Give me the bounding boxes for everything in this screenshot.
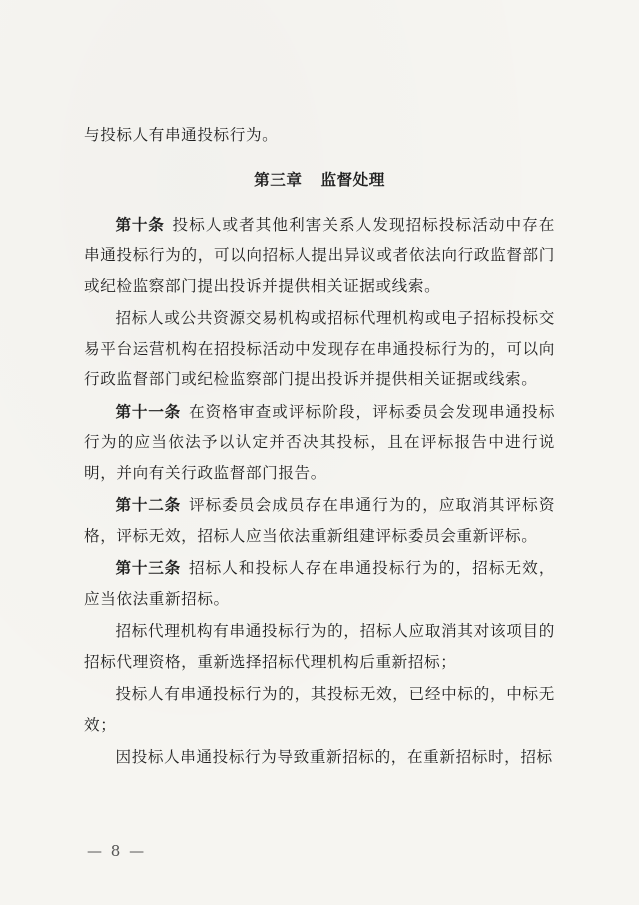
bidder-collusion-paragraph bbox=[84, 679, 555, 740]
article-text: 招标人和投标人存在串通投标行为的，招标无效，应当依法重新招标。 bbox=[84, 559, 556, 608]
article-label: 第十条 bbox=[115, 215, 165, 234]
article-text: 投标人或者其他利害关系人发现招标投标活动中存在串通投标行为的，可以向招标人提出异议或者依法向行政监督部门或纪检监察部门提出投诉并提供相关证据或线索。 bbox=[84, 215, 555, 295]
paragraph-text: 投标人有串通投标行为的，其投标无效，已经中标的，中标无效； bbox=[84, 685, 555, 734]
article-text: 评标委员会成员存在串通行为的，应取消其评标资格，评标无效，招标人应当依法重新组建评标委员会重新评标。 bbox=[84, 496, 556, 545]
carryover-paragraph: 与投标人有串通投标行为。 bbox=[84, 126, 279, 144]
article-12-paragraph bbox=[84, 490, 555, 551]
paragraph-text: 招标代理机构有串通投标行为的，招标人应取消其对该项目的招标代理资格，重新选择招标代理机构后重新招标； bbox=[84, 622, 555, 671]
chapter-number: 第三章 bbox=[254, 170, 303, 189]
paragraph-text: 因投标人串通投标行为导致重新招标的，在重新招标时，招标 bbox=[115, 748, 553, 766]
rebid-paragraph bbox=[84, 742, 555, 773]
article-11-paragraph bbox=[84, 397, 555, 489]
paragraph-text: 招标人或公共资源交易机构或招标代理机构或电子招标投标交易平台运营机构在招投标活动中发现存在串通投标行为的，可以向行政监督部门或纪检监察部门提出投诉并提供相关证据或线索。 bbox=[84, 309, 555, 388]
article-13-paragraph bbox=[84, 553, 555, 614]
article-10-second-paragraph bbox=[84, 303, 555, 395]
article-label: 第十三条 bbox=[115, 559, 181, 577]
page-number: — 8 — bbox=[87, 842, 147, 860]
article-label: 第十一条 bbox=[115, 402, 181, 421]
agency-collusion-paragraph bbox=[84, 616, 555, 677]
article-text: 在资格审查或评标阶段，评标委员会发现串通投标行为的应当依法予以认定并否决其投标，且在评标报告中进行说明，并向有关行政监督部门报告。 bbox=[84, 402, 556, 482]
chapter-title: 监督处理 bbox=[320, 170, 385, 189]
document-body bbox=[84, 120, 555, 773]
article-10-paragraph bbox=[84, 210, 555, 302]
chapter-heading bbox=[84, 165, 555, 195]
article-label: 第十二条 bbox=[115, 496, 181, 514]
